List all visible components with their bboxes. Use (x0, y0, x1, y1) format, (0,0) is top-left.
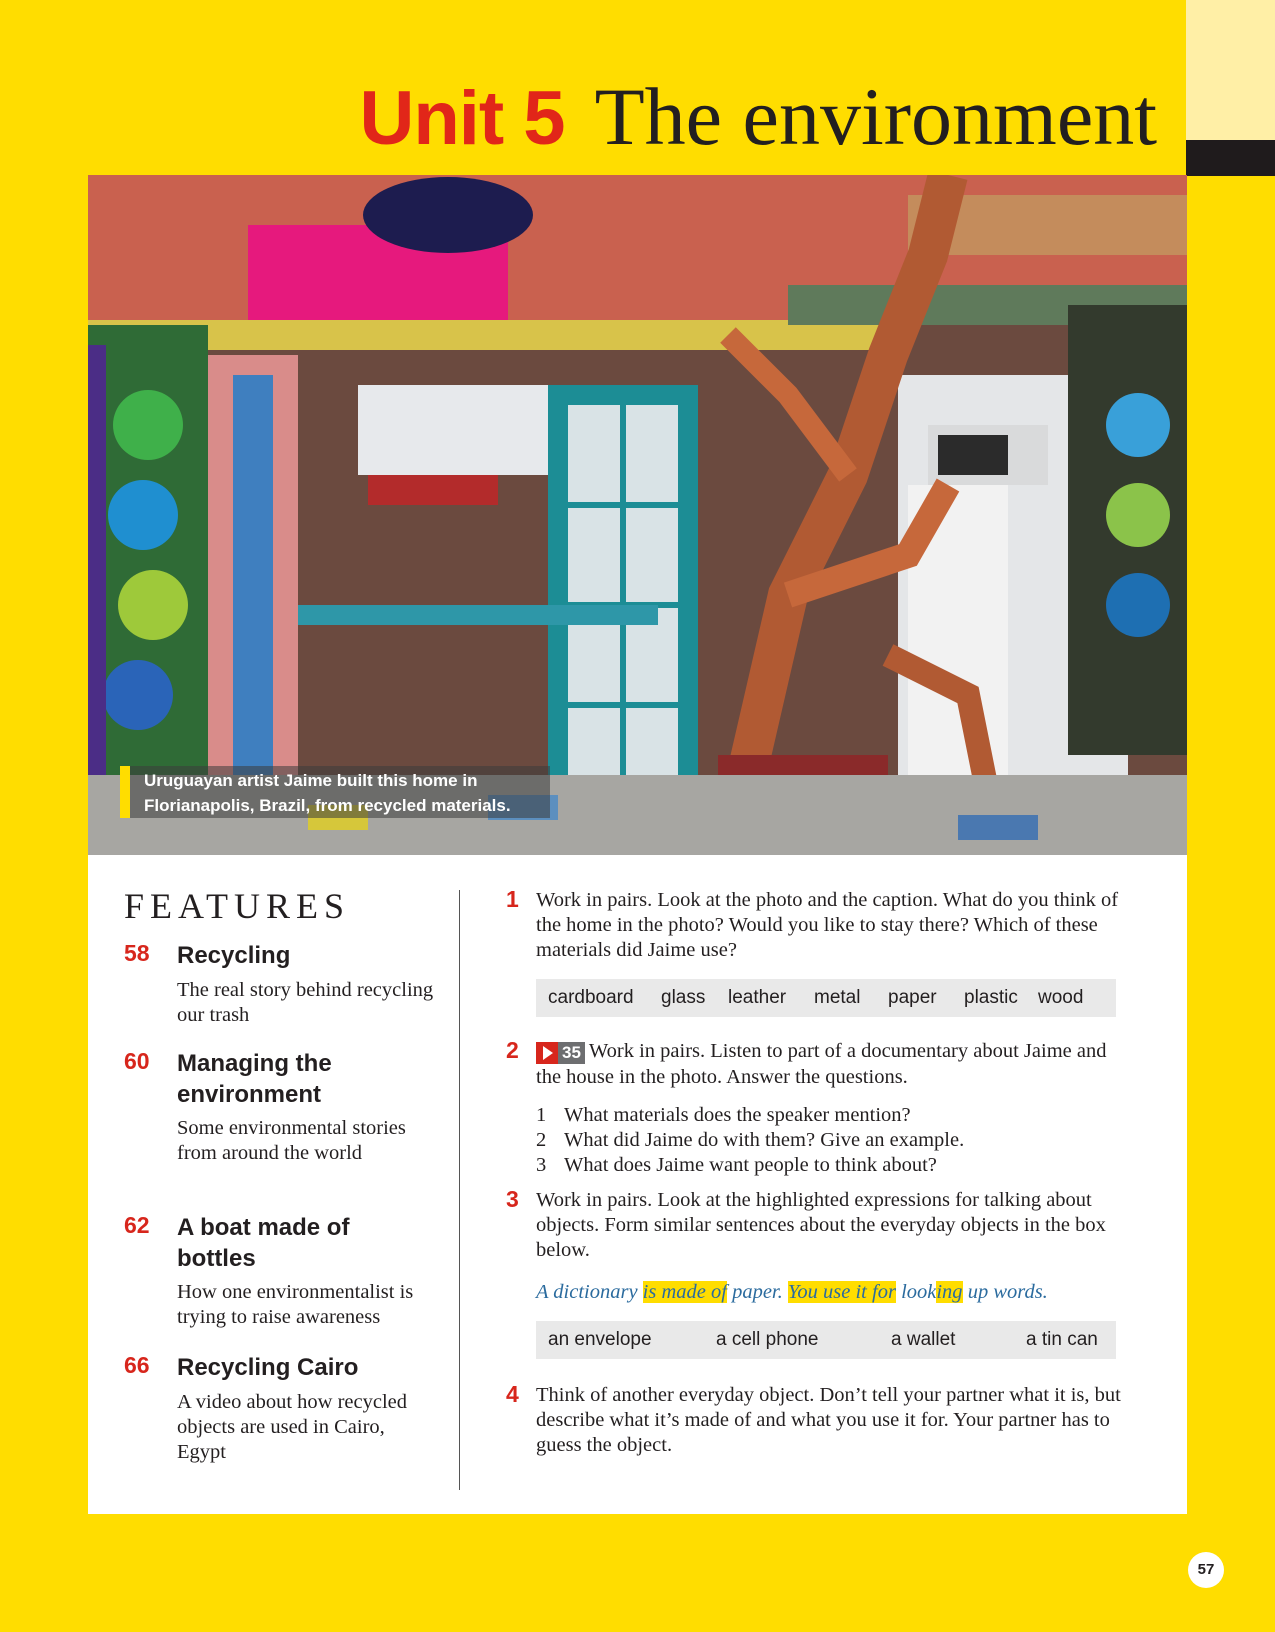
question-text: What did Jaime do with them? Give an example. (564, 1129, 965, 1151)
feature-page-number: 60 (124, 1048, 150, 1074)
feature-title: Managing the environment (177, 1050, 332, 1108)
example-text: up words. (962, 1281, 1048, 1303)
unit-name: The environment (594, 71, 1157, 162)
feature-description: The real story behind recycling our trash (177, 979, 434, 1026)
unit-photo (88, 175, 1187, 855)
word-box-item: a tin can (1026, 1329, 1098, 1350)
highlighted-expression: You use it for (787, 1281, 896, 1303)
unit-title (359, 70, 1157, 164)
feature-title: A boat made of bottles (177, 1214, 350, 1272)
audio-track-number: 35 (558, 1042, 585, 1064)
word-box-item: paper (888, 987, 937, 1008)
question-text: What materials does the speaker mention? (564, 1104, 911, 1126)
materials-word-box (536, 979, 1116, 1017)
exercise-number: 1 (506, 886, 519, 912)
exercise-text: Work in pairs. Listen to part of a documentary about Jaime and the house in the photo. Answer the questions. (536, 1040, 1107, 1088)
caption-accent-bar (120, 766, 130, 818)
photo-caption (120, 766, 550, 818)
question-number: 2 (536, 1129, 547, 1151)
word-box-item: a wallet (891, 1329, 956, 1350)
question-item (536, 1153, 1136, 1178)
play-icon (536, 1042, 558, 1064)
objects-word-box (536, 1321, 1116, 1359)
word-box-item: leather (728, 987, 787, 1008)
exercise-instructions: Think of another everyday object. Don’t tell your partner what it is, but describe what it’s made of and what you use it for. Your partner has to guess the object. (536, 1384, 1121, 1456)
feature-description: How one environmentalist is trying to raise awareness (177, 1281, 414, 1328)
word-box-item: glass (661, 987, 706, 1008)
unit-label: Unit 5 (359, 76, 565, 161)
highlighted-expression: ing (936, 1281, 963, 1303)
question-number: 3 (536, 1154, 547, 1176)
feature-description: Some environmental stories from around the world (177, 1117, 406, 1164)
example-text: A dictionary (536, 1281, 643, 1303)
question-item (536, 1103, 1136, 1128)
word-box-item: an envelope (548, 1329, 652, 1350)
exercise-number: 2 (506, 1037, 519, 1063)
corner-tab-dark (1186, 140, 1275, 176)
example-sentence (536, 1281, 1048, 1304)
photo-illustration (88, 175, 1187, 855)
question-item (536, 1128, 1136, 1153)
word-box-item: metal (814, 987, 861, 1008)
word-box-item: a cell phone (716, 1329, 819, 1350)
column-divider (459, 890, 460, 1490)
example-text: paper. (726, 1281, 788, 1303)
word-box-item: plastic (964, 987, 1018, 1008)
example-text: look (895, 1281, 937, 1303)
question-number: 1 (536, 1104, 547, 1126)
highlighted-expression: is made of (642, 1281, 727, 1303)
feature-title: Recycling Cairo (177, 1354, 359, 1381)
audio-track-button[interactable] (536, 1040, 585, 1065)
question-list (536, 1103, 1136, 1178)
exercise-instructions (536, 1039, 1136, 1090)
exercise-number: 4 (506, 1381, 519, 1407)
content-panel (88, 855, 1187, 1514)
corner-tab-light (1186, 0, 1275, 140)
feature-page-number: 58 (124, 940, 150, 966)
feature-title: Recycling (177, 942, 291, 969)
caption-text: Uruguayan artist Jaime built this home in Florianapolis, Brazil, from recycled materials. (144, 771, 511, 815)
features-heading: FEATURES (124, 886, 351, 926)
feature-page-number: 62 (124, 1212, 150, 1238)
exercise-number: 3 (506, 1186, 519, 1212)
feature-page-number: 66 (124, 1352, 150, 1378)
question-text: What does Jaime want people to think about? (564, 1154, 937, 1176)
feature-description: A video about how recycled objects are used in Cairo, Egypt (177, 1391, 407, 1463)
exercise-instructions: Work in pairs. Look at the photo and the caption. What do you think of the home in the photo? Would you like to stay there? Which of these materials did Jaime use? (536, 889, 1119, 961)
word-box-item: cardboard (548, 987, 634, 1008)
page-number: 57 (1188, 1552, 1224, 1588)
word-box-item: wood (1038, 987, 1084, 1008)
exercise-instructions: Work in pairs. Look at the highlighted expressions for talking about objects. Form similar sentences about the everyday objects in the box below. (536, 1189, 1106, 1261)
